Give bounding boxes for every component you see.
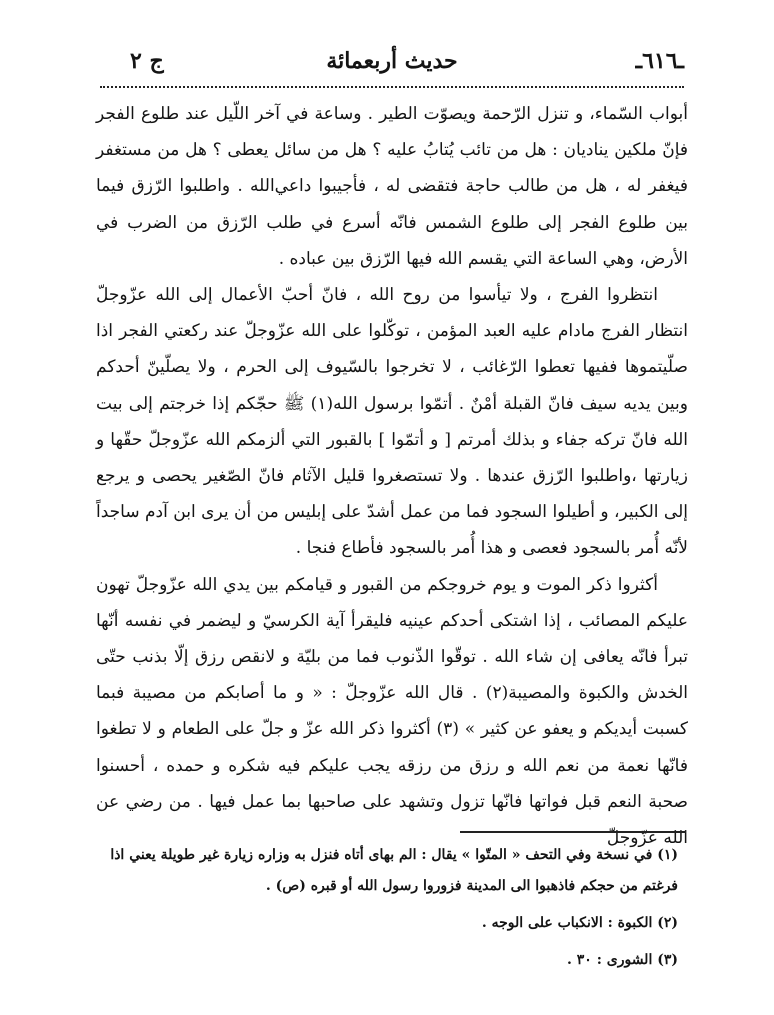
- footnote-divider: [460, 831, 686, 833]
- page-number: ـ٦١٦ـ: [635, 48, 684, 74]
- footnote: (٢) الكبوة : الانكباب على الوجه .: [481, 915, 678, 931]
- header-divider: [100, 86, 684, 88]
- volume-label: ج ٢: [130, 48, 164, 74]
- footnotes: [110, 840, 678, 976]
- paragraph: انتظروا الفرج ، ولا تيأسوا من روح الله ، فانّ أحبّ الأعمال إلى الله عزّوجلّ انتظار الفرج مادام عليه العبد المؤمن ، توكّلوا على الله عزّوجلّ عند ركعتي الفجر اذا صلّيتموها ففيها تعطوا الرّغائب ، لا تخرجوا بالسّيوف إلى الحرم ، ولا يصلّينّ أحدكم وبين يديه سيف فانّ القبلة أمْنٌ . أتمّوا برسول الله(١) ﷺ حجّكم إذا خرجتم إلى بيت الله فانّ تركه جفاء و بذلك أمرتم [ و أتمّوا ] بالقبور التي ألزمكم الله عزّوجلّ حقّها و زيارتها ،واطلبوا الرّزق عندها . ولا تستصغروا قليل الآثام فانّ الصّغير يحصى و يرجع إلى الكبير، و أطيلوا السجود فما من عمل أشدّ على إبليس من أن يرى ابن آدم ساجداً لأنّه أُمر بالسجود فعصى و هذا أُمر بالسجود فأطاع فنجا .: [96, 285, 688, 559]
- page-header: [100, 48, 684, 82]
- running-title: حديث أربعمائة: [326, 48, 458, 74]
- paragraph: أكثروا ذكر الموت و يوم خروجكم من القبور و قيامكم بين يدي الله عزّوجلّ تهون عليكم المصائب ، إذا اشتكى أحدكم عينيه فليقرأ آية الكرسيّ و ليضمر في نفسه أنّها تبرأ فانّه يعافى إن شاء الله . توقّوا الذّنوب فما من بليّة و لانقص رزق إلّا بذنب حتّى الخدش والكبوة والمصيبة(٢) . قال الله عزّوجلّ : « و ما أصابكم من مصيبة فبما كسبت أيديكم و يعفو عن كثير » (٣) أكثروا ذكر الله عزّ و جلّ على الطعام و لا تطغوا فانّها نعمة من نعم الله و رزق من رزقه يجب عليكم فيه شكره و حمده ، أحسنوا صحبة النعم قبل فواتها فانّها تزول وتشهد على صاحبها بما عمل فيها . من رضي عن الله عزّوجلّ: [96, 574, 688, 849]
- footnote: (١) في نسخة وفي التحف « المتّوا » يقال : الم بهاى أتاه فنزل به وزاره زيارة غير طويلة يعني اذا فرغتم من حجكم فاذهبوا الى المدينة فزوروا رسول الله أو قبره (ص) .: [110, 847, 678, 894]
- footnote: (٣) الشورى : ٣٠ .: [567, 952, 678, 968]
- main-text: [96, 96, 688, 856]
- paragraph: أبواب السّماء، و تنزل الرّحمة ويصوّت الطير . وساعة في آخر اللّيل عند طلوع الفجر فإنّ ملكين يناديان : هل من تائب يُتابُ عليه ؟ هل من سائل يعطى ؟ هل من مستغفر فيغفر له ، هل من طالب حاجة فتقضى له ، فأجيبوا داعي‌الله . واطلبوا الرّزق فيما بين طلوع الفجر إلى طلوع الشمس فانّه أسرع في طلب الرّزق من الضرب في الأرض، وهي الساعة التي يقسم الله فيها الرّزق بين عباده .: [96, 104, 688, 269]
